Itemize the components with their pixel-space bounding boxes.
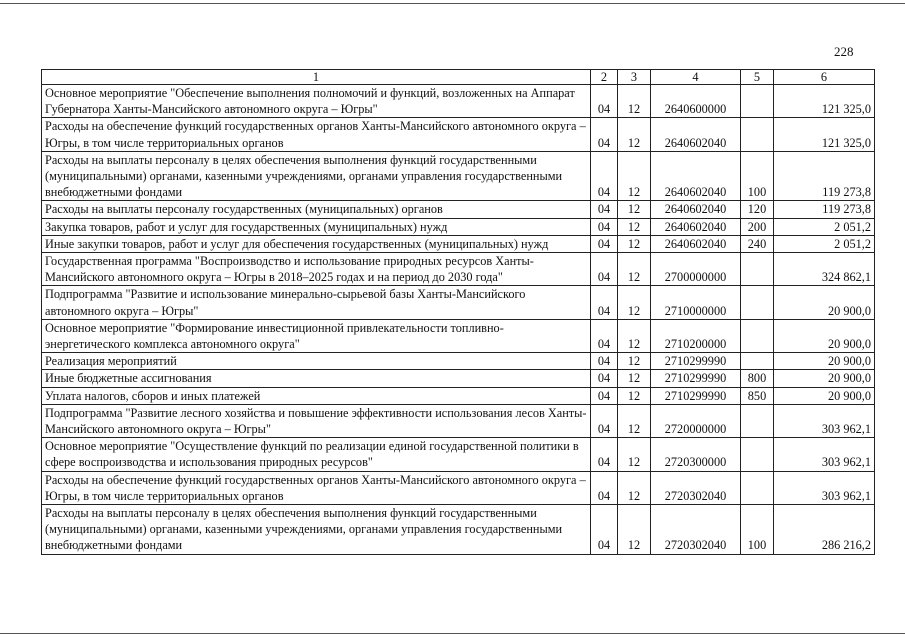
amount: 20 900,0	[774, 370, 875, 387]
subsection-code: 12	[618, 235, 651, 252]
amount: 2 051,2	[774, 218, 875, 235]
section-code: 04	[591, 404, 618, 437]
target-article-code: 2640602040	[651, 218, 741, 235]
amount: 286 216,2	[774, 505, 875, 555]
section-code: 04	[591, 218, 618, 235]
row-description: Закупка товаров, работ и услуг для государственных (муниципальных) нужд	[42, 218, 591, 235]
row-description: Основное мероприятие "Обеспечение выполнения полномочий и функций, возложенных на Аппарат Губернатора Ханты-Мансийского автономного округа – Югры"	[42, 85, 591, 118]
table-row	[42, 353, 875, 370]
amount: 119 273,8	[774, 151, 875, 201]
amount: 20 900,0	[774, 353, 875, 370]
row-description: Расходы на выплаты персоналу в целях обеспечения выполнения функций государственными (муниципальными) органами, казенными учреждениями, органами управления государственными внебюджетными фондами	[42, 151, 591, 201]
subsection-code: 12	[618, 85, 651, 118]
expense-type-code	[741, 85, 774, 118]
amount: 20 900,0	[774, 319, 875, 352]
row-description: Государственная программа "Воспроизводство и использование природных ресурсов Ханты-Мансийского автономного округа – Югры в 2018–2025 годах и на период до 2030 года"	[42, 253, 591, 286]
section-code: 04	[591, 353, 618, 370]
table-row	[42, 505, 875, 555]
table-row	[42, 151, 875, 201]
table-header-row	[42, 70, 875, 85]
amount: 303 962,1	[774, 404, 875, 437]
expense-type-code: 100	[741, 505, 774, 555]
amount: 121 325,0	[774, 118, 875, 151]
expense-type-code	[741, 286, 774, 319]
row-description: Подпрограмма "Развитие лесного хозяйства и повышение эффективности использования лесов Ханты-Мансийского автономного округа – Югры"	[42, 404, 591, 437]
scan-edge-bottom	[0, 633, 905, 634]
column-header: 1	[42, 70, 591, 85]
expense-type-code: 800	[741, 370, 774, 387]
amount: 303 962,1	[774, 438, 875, 471]
section-code: 04	[591, 438, 618, 471]
target-article-code: 2640602040	[651, 151, 741, 201]
subsection-code: 12	[618, 201, 651, 218]
section-code: 04	[591, 253, 618, 286]
table-row	[42, 438, 875, 471]
subsection-code: 12	[618, 471, 651, 504]
expense-type-code	[741, 319, 774, 352]
row-description: Расходы на выплаты персоналу в целях обеспечения выполнения функций государственными (муниципальными) органами, казенными учреждениями, органами управления государственными внебюджетными фондами	[42, 505, 591, 555]
section-code: 04	[591, 471, 618, 504]
row-description: Иные закупки товаров, работ и услуг для обеспечения государственных (муниципальных) нужд	[42, 235, 591, 252]
row-description: Расходы на обеспечение функций государственных органов Ханты-Мансийского автономного округа – Югры, в том числе территориальных органов	[42, 471, 591, 504]
amount: 20 900,0	[774, 387, 875, 404]
section-code: 04	[591, 370, 618, 387]
subsection-code: 12	[618, 387, 651, 404]
row-description: Уплата налогов, сборов и иных платежей	[42, 387, 591, 404]
table-row	[42, 319, 875, 352]
target-article-code: 2710200000	[651, 319, 741, 352]
expense-type-code: 200	[741, 218, 774, 235]
amount: 20 900,0	[774, 286, 875, 319]
subsection-code: 12	[618, 353, 651, 370]
amount: 2 051,2	[774, 235, 875, 252]
budget-table	[41, 69, 875, 555]
target-article-code: 2720302040	[651, 471, 741, 504]
section-code: 04	[591, 505, 618, 555]
subsection-code: 12	[618, 118, 651, 151]
subsection-code: 12	[618, 370, 651, 387]
page-number: 228	[834, 44, 854, 59]
table-row	[42, 118, 875, 151]
target-article-code: 2640602040	[651, 235, 741, 252]
column-header: 3	[618, 70, 651, 85]
row-description: Реализация мероприятий	[42, 353, 591, 370]
scan-edge-top	[0, 3, 905, 4]
target-article-code: 2710299990	[651, 353, 741, 370]
target-article-code: 2720300000	[651, 438, 741, 471]
section-code: 04	[591, 85, 618, 118]
subsection-code: 12	[618, 505, 651, 555]
table-row	[42, 370, 875, 387]
row-description: Основное мероприятие "Осуществление функций по реализации единой государственной политики в сфере воспроизводства и использования природных ресурсов"	[42, 438, 591, 471]
expense-type-code	[741, 404, 774, 437]
target-article-code: 2710299990	[651, 370, 741, 387]
expense-type-code: 100	[741, 151, 774, 201]
target-article-code: 2640602040	[651, 118, 741, 151]
subsection-code: 12	[618, 151, 651, 201]
expense-type-code	[741, 353, 774, 370]
row-description: Иные бюджетные ассигнования	[42, 370, 591, 387]
target-article-code: 2700000000	[651, 253, 741, 286]
column-header: 4	[651, 70, 741, 85]
column-header: 5	[741, 70, 774, 85]
target-article-code: 2640600000	[651, 85, 741, 118]
row-description: Основное мероприятие "Формирование инвестиционной привлекательности топливно-энергетического комплекса автономного округа"	[42, 319, 591, 352]
subsection-code: 12	[618, 218, 651, 235]
expense-type-code	[741, 471, 774, 504]
target-article-code: 2710000000	[651, 286, 741, 319]
expense-type-code: 120	[741, 201, 774, 218]
expense-type-code: 240	[741, 235, 774, 252]
target-article-code: 2720000000	[651, 404, 741, 437]
table-row	[42, 235, 875, 252]
section-code: 04	[591, 151, 618, 201]
subsection-code: 12	[618, 286, 651, 319]
section-code: 04	[591, 286, 618, 319]
table-row	[42, 85, 875, 118]
section-code: 04	[591, 319, 618, 352]
row-description: Подпрограмма "Развитие и использование минерально-сырьевой базы Ханты-Мансийского автономного округа – Югры"	[42, 286, 591, 319]
subsection-code: 12	[618, 319, 651, 352]
section-code: 04	[591, 201, 618, 218]
table-row	[42, 286, 875, 319]
table-row	[42, 201, 875, 218]
table-row	[42, 471, 875, 504]
section-code: 04	[591, 118, 618, 151]
target-article-code: 2640602040	[651, 201, 741, 218]
expense-type-code	[741, 438, 774, 471]
column-header: 2	[591, 70, 618, 85]
target-article-code: 2720302040	[651, 505, 741, 555]
expense-type-code	[741, 253, 774, 286]
subsection-code: 12	[618, 438, 651, 471]
expense-type-code: 850	[741, 387, 774, 404]
amount: 324 862,1	[774, 253, 875, 286]
row-description: Расходы на выплаты персоналу государственных (муниципальных) органов	[42, 201, 591, 218]
table-row	[42, 253, 875, 286]
table-row	[42, 387, 875, 404]
column-header: 6	[774, 70, 875, 85]
table-row	[42, 218, 875, 235]
section-code: 04	[591, 235, 618, 252]
row-description: Расходы на обеспечение функций государственных органов Ханты-Мансийского автономного округа – Югры, в том числе территориальных органов	[42, 118, 591, 151]
target-article-code: 2710299990	[651, 387, 741, 404]
section-code: 04	[591, 387, 618, 404]
table-row	[42, 404, 875, 437]
expense-type-code	[741, 118, 774, 151]
amount: 119 273,8	[774, 201, 875, 218]
subsection-code: 12	[618, 404, 651, 437]
subsection-code: 12	[618, 253, 651, 286]
amount: 303 962,1	[774, 471, 875, 504]
amount: 121 325,0	[774, 85, 875, 118]
